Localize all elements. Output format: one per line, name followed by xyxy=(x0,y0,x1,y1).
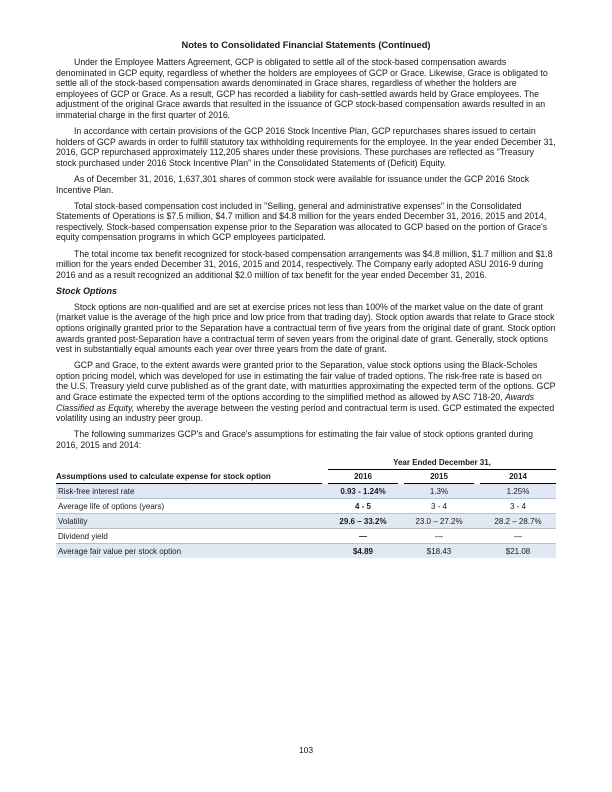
value-2016: 29.6 – 33.2% xyxy=(328,514,398,529)
table-row xyxy=(56,529,556,544)
table-row xyxy=(56,499,556,514)
paragraph-tax-benefit: The total income tax benefit recognized for stock-based compensation arrangements was $4.8 million, $1.7 million and $1.8 million for the years ended December 31, 2016, 2015 and 2014, respectively. The Company early adopted ASU 2016-9 during 2016 and as a result recognized an additional $2.0 million of tax benefit for the year ended December 31, 2016. xyxy=(56,248,553,280)
value-2016: — xyxy=(328,529,398,544)
page-number: 103 xyxy=(298,745,314,755)
value-2015: 23.0 – 27.2% xyxy=(404,514,474,529)
page-title: Notes to Consolidated Financial Statements (Continued) xyxy=(181,40,431,50)
value-2016: $4.89 xyxy=(328,544,398,559)
value-2014: 3 - 4 xyxy=(480,499,556,514)
black-scholes-text-start: GCP and Grace, to the extent awards were granted prior to the Separation, value stock options using the Black-Scholes option pricing model, which was developed for use in estimating the fair value of traded options. The risk-free rate is based on the U.S. Treasury yield curve published as of the grant date, with maturities approximating the expected term of the options. GCP and Grace estimate the expected term of the options according to the simplified method as allowed by ASC 718-20, xyxy=(56,360,556,403)
document-page xyxy=(56,40,556,558)
year-header-2014: 2014 xyxy=(480,470,556,484)
paragraph-shares-available: As of December 31, 2016, 1,637,301 shares of common stock were available for issuance under the GCP 2016 Stock Incentive Plan. xyxy=(56,173,530,195)
table-row xyxy=(56,484,556,499)
black-scholes-text-end: whereby the average between the vesting period and contractual term is used. GCP estimated the expected volatility using an industry peer group. xyxy=(56,402,555,424)
paragraph-share-repurchases: In accordance with certain provisions of the GCP 2016 Stock Incentive Plan, GCP repurchases shares issued to certain holders of GCP awards in order to fulfill statutory tax withholding requirements for the employee. In the year ended December 31, 2016, GCP repurchased approximately 112,205 shares under these provisions. These purchases are reflected as "Treasury stock purchased under 2016 Stock Incentive Plan" in the Consolidated Statements of (Deficit) Equity. xyxy=(56,126,556,168)
table-row xyxy=(56,514,556,529)
value-2014: — xyxy=(480,529,556,544)
value-2015: 1.3% xyxy=(404,484,474,499)
year-header-2015: 2015 xyxy=(404,470,474,484)
assumptions-table xyxy=(56,456,556,558)
paragraph-employee-matters: Under the Employee Matters Agreement, GCP is obligated to settle all of the stock-based compensation awards denominated in GCP equity, regardless of whether the holders are employees of GCP or Grace. Likewise, Grace is obligated to settle all of the stock-based compensation awards denominated in Grace shares, regardless of whether the holders are employees of GCP or Grace. As a result, GCP has recorded a liability for cash-settled awards held by Grace employees. The adjustment of the original Grace awards that resulted in the issuance of GCP stock-based compensation awards resulted in an immaterial charge in the first quarter of 2016. xyxy=(56,57,548,120)
paragraph-stock-options-terms: Stock options are non-qualified and are set at exercise prices not less than 100% of the market value on the date of grant (market value is the average of the high price and low price from that trading day). Stock option awards that relate to Grace stock options originally granted prior to the Separation have a contractual term of five years from the original date of grant. Stock option awards granted post-Separation have a contractual term of seven years from the original date of grant. Generally, stock options vest in substantially equal amounts each year over three years from the date of grant. xyxy=(56,301,556,355)
assumptions-column-header: Assumptions used to calculate expense for stock option xyxy=(56,470,322,484)
value-2015: — xyxy=(404,529,474,544)
year-header-2016: 2016 xyxy=(328,470,398,484)
table-row xyxy=(56,544,556,559)
row-label: Average fair value per stock option xyxy=(56,544,322,559)
value-2014: 1.25% xyxy=(480,484,556,499)
paragraph-black-scholes xyxy=(56,360,556,424)
row-label: Dividend yield xyxy=(56,529,322,544)
value-2015: $18.43 xyxy=(404,544,474,559)
value-2016: 4 - 5 xyxy=(328,499,398,514)
value-2014: $21.08 xyxy=(480,544,556,559)
value-2016: 0.93 - 1.24% xyxy=(328,484,398,499)
paragraph-assumptions-intro: The following summarizes GCP's and Grace's assumptions for estimating the fair value of stock options granted during 2016, 2015 and 2014: xyxy=(56,429,534,450)
row-label: Average life of options (years) xyxy=(56,499,322,514)
table-column-header-row xyxy=(56,470,556,484)
value-2015: 3 - 4 xyxy=(404,499,474,514)
year-ended-header: Year Ended December 31, xyxy=(328,456,556,470)
value-2014: 28.2 – 28.7% xyxy=(480,514,556,529)
asc-topic-title: Awards Classified as Equity, xyxy=(56,392,534,413)
row-label: Volatility xyxy=(56,514,322,529)
section-heading-stock-options: Stock Options xyxy=(56,285,118,296)
table-span-header-row xyxy=(56,456,556,470)
paragraph-compensation-cost: Total stock-based compensation cost included in "Selling, general and administrative expenses" in the Consolidated Statements of Operations is $7.5 million, $4.7 million and $4.8 million for the years ended December 31, 2016, 2015 and 2014, respectively. Stock-based compensation expense prior to the Separation was allocated to GCP based on the portion of Grace's equity compensation programs in which GCP employees participated. xyxy=(56,200,548,243)
row-label: Risk-free interest rate xyxy=(56,484,322,499)
